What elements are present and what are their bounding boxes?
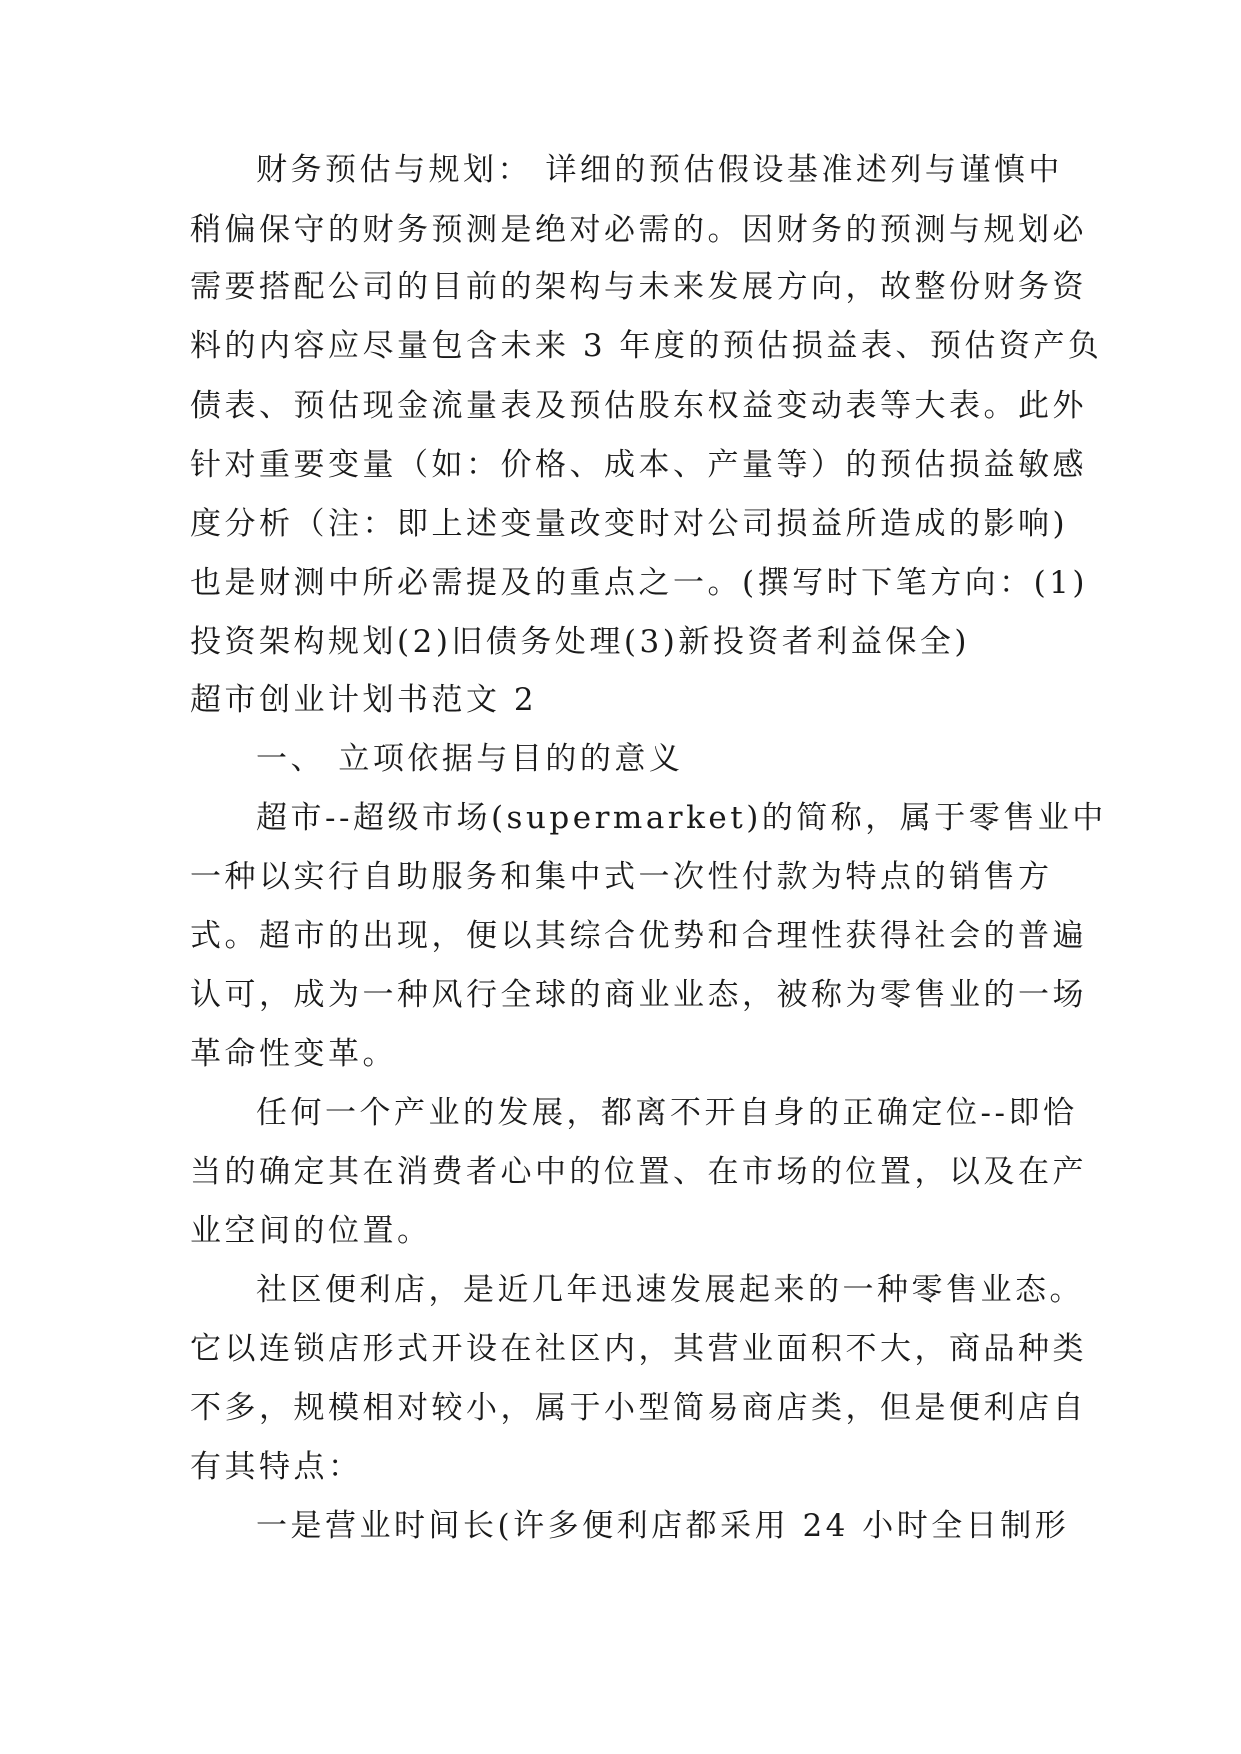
text-line: 任何一个产业的发展，都离不开自身的正确定位--即恰	[256, 1095, 1078, 1131]
text-line: 针对重要变量（如：价格、成本、产量等）的预估损益敏感	[190, 447, 1087, 483]
text-line: 式。超市的出现，便以其综合优势和合理性获得社会的普遍	[190, 918, 1087, 954]
section-heading: 超市创业计划书范文 2	[190, 682, 538, 718]
text-line: 当的确定其在消费者心中的位置、在市场的位置，以及在产	[190, 1154, 1087, 1190]
text-line: 度分析（注：即上述变量改变时对公司损益所造成的影响)	[190, 506, 1069, 542]
text-line: 革命性变革。	[190, 1036, 397, 1072]
text-line: 它以连锁店形式开设在社区内，其营业面积不大，商品种类	[190, 1331, 1087, 1367]
text-line: 超市--超级市场(supermarket)的简称，属于零售业中	[256, 800, 1107, 836]
text-line: 也是财测中所必需提及的重点之一。(撰写时下笔方向：(1)	[190, 565, 1089, 601]
text-line: 有其特点：	[190, 1449, 363, 1485]
subsection-heading: 一、 立项依据与目的的意义	[256, 741, 684, 777]
text-line: 一种以实行自助服务和集中式一次性付款为特点的销售方	[190, 859, 1053, 895]
text-line: 不多，规模相对较小，属于小型简易商店类，但是便利店自	[190, 1390, 1087, 1426]
text-line: 稍偏保守的财务预测是绝对必需的。因财务的预测与规划必	[190, 212, 1087, 248]
text-line: 料的内容应尽量包含未来 3 年度的预估损益表、预估资产负	[190, 328, 1103, 364]
text-line: 一是营业时间长(许多便利店都采用 24 小时全日制形	[256, 1508, 1070, 1544]
text-line: 投资架构规划(2)旧债务处理(3)新投资者利益保全)	[190, 624, 970, 660]
text-line: 需要搭配公司的目前的架构与未来发展方向，故整份财务资	[190, 269, 1087, 305]
text-line: 财务预估与规划： 详细的预估假设基准述列与谨慎中	[256, 152, 1063, 188]
text-line: 债表、预估现金流量表及预估股东权益变动表等大表。此外	[190, 388, 1087, 424]
text-line: 业空间的位置。	[190, 1213, 432, 1249]
text-line: 认可，成为一种风行全球的商业业态，被称为零售业的一场	[190, 977, 1087, 1013]
text-line: 社区便利店，是近几年迅速发展起来的一种零售业态。	[256, 1272, 1084, 1308]
